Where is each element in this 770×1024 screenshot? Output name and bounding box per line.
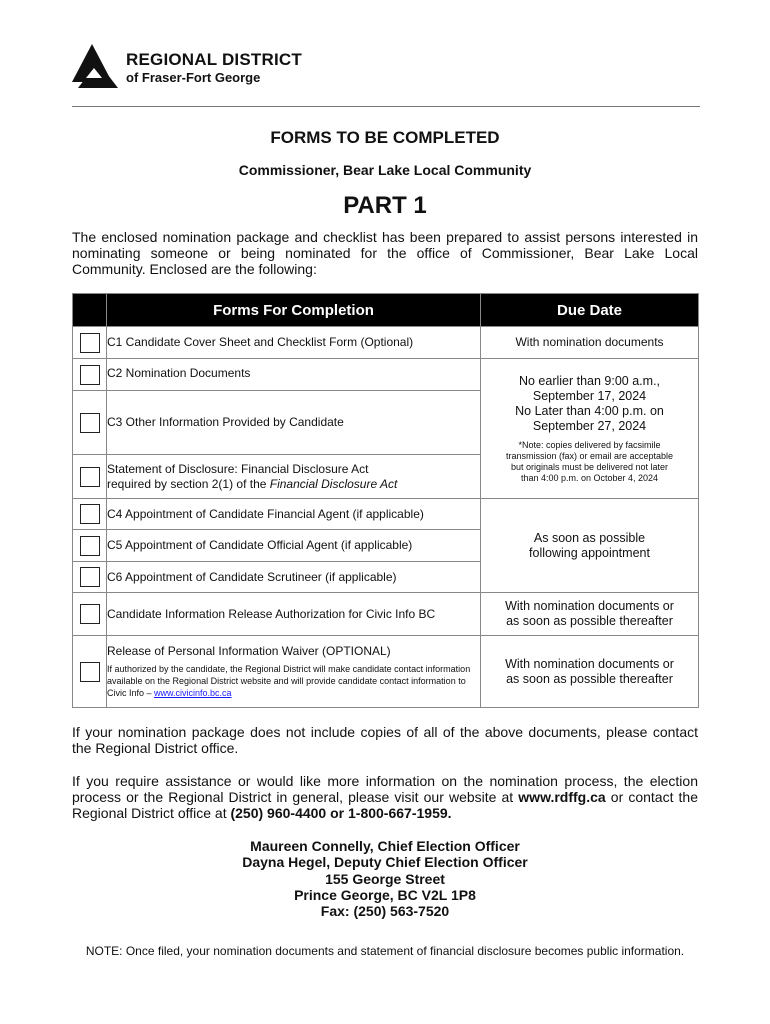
- header-forms: Forms For Completion: [107, 294, 481, 327]
- table-row: [73, 359, 699, 391]
- form-c2: C2 Nomination Documents: [107, 359, 481, 391]
- page-subtitle: Commissioner, Bear Lake Local Community: [238, 162, 532, 178]
- form-c3: C3 Other Information Provided by Candidate: [107, 391, 481, 455]
- due-nomination-line4: September 27, 2024: [532, 418, 647, 433]
- disclosure-checkbox[interactable]: [80, 467, 100, 487]
- due-agents-line2: following appointment: [529, 545, 650, 560]
- missing-documents-paragraph: If your nomination package does not include copies of all of the above documents, please contact the Regional District office.: [72, 724, 698, 756]
- due-nomination-line3: No Later than 4:00 p.m. on: [515, 403, 664, 418]
- due-release: [481, 593, 699, 636]
- due-agents-line1: As soon as possible: [533, 530, 646, 545]
- org-name: REGIONAL DISTRICT: [126, 50, 302, 69]
- due-nomination-line1: No earlier than 9:00 a.m.,: [518, 373, 661, 388]
- waiver-detail-text: If authorized by the candidate, the Regional District will make candidate contact information available on the Regional District website and will provide candidate contact information to Civic Info –: [107, 664, 471, 698]
- due-note-line2: transmission (fax) or email are acceptable: [505, 450, 674, 461]
- due-nomination: [481, 359, 699, 499]
- contact-line5: Fax: (250) 563-7520: [320, 903, 450, 920]
- due-nomination-line2: September 17, 2024: [532, 388, 647, 403]
- waiver-detail: [107, 663, 480, 699]
- form-c4: C4 Appointment of Candidate Financial Agent (if applicable): [107, 499, 481, 530]
- c3-checkbox[interactable]: [80, 413, 100, 433]
- org-logo: [72, 42, 312, 92]
- header-due-date: Due Date: [481, 294, 699, 327]
- waiver-title: Release of Personal Information Waiver (OPTIONAL): [107, 644, 391, 658]
- contact-line1: Maureen Connelly, Chief Election Officer: [250, 838, 520, 854]
- c4-checkbox[interactable]: [80, 504, 100, 524]
- c5-checkbox[interactable]: [80, 536, 100, 556]
- mountain-logo-icon: [72, 42, 122, 90]
- org-subname: of Fraser-Fort George: [126, 70, 261, 85]
- disclosure-act-name: Financial Disclosure Act: [269, 476, 398, 491]
- table-row: [73, 327, 699, 359]
- table-header-row: [73, 294, 699, 327]
- contact-line3: 155 George Street: [325, 870, 445, 887]
- due-note-line1: *Note: copies delivered by facsimile: [518, 439, 661, 450]
- due-waiver: [481, 636, 699, 708]
- disclosure-line2-prefix: required by section 2(1) of the: [107, 476, 270, 491]
- intro-paragraph: The enclosed nomination package and checklist has been prepared to assist persons interested in nominating someone or being nominated for the office of Commissioner, Bear Lake Local Community. Enclosed are the following:: [72, 229, 698, 277]
- header-divider: [72, 106, 700, 107]
- table-row: [73, 636, 699, 708]
- due-waiver-line1: With nomination documents or: [505, 656, 674, 671]
- due-release-line1: With nomination documents or: [505, 599, 674, 613]
- form-c6: C6 Appointment of Candidate Scrutineer (if applicable): [107, 562, 481, 593]
- form-waiver: [107, 636, 481, 708]
- form-disclosure: [107, 455, 481, 499]
- c6-checkbox[interactable]: [80, 567, 100, 587]
- table-row: [73, 593, 699, 636]
- form-c5: C5 Appointment of Candidate Official Agent (if applicable): [107, 530, 481, 562]
- c1-checkbox[interactable]: [80, 333, 100, 353]
- phone-numbers: (250) 960-4400 or 1-800-667-1959.: [230, 805, 452, 821]
- forms-table: [72, 293, 699, 708]
- disclosure-line1: Statement of Disclosure: Financial Disclosure Act: [107, 461, 369, 476]
- due-note-line4: than 4:00 p.m. on October 4, 2024: [520, 472, 659, 483]
- contact-line4: Prince George, BC V2L 1P8: [294, 886, 476, 903]
- contact-line2: Dayna Hegel, Deputy Chief Election Officer: [242, 854, 528, 871]
- due-waiver-line2: as soon as possible thereafter: [506, 671, 673, 686]
- part-heading: PART 1: [343, 192, 427, 219]
- assistance-text-b: or contact the Regional District office at: [72, 789, 699, 821]
- due-agents: [481, 499, 699, 593]
- table-row: [73, 499, 699, 530]
- form-release: Candidate Information Release Authorization for Civic Info BC: [107, 593, 481, 636]
- civicinfo-link[interactable]: www.civicinfo.bc.ca: [154, 688, 232, 698]
- assistance-text-a: If you require assistance or would like more information on the nomination process, the election process or the Regional District in general, please visit our website at: [72, 773, 698, 805]
- waiver-checkbox[interactable]: [80, 662, 100, 682]
- page-title: FORMS TO BE COMPLETED: [270, 128, 500, 147]
- due-note: [481, 440, 698, 484]
- release-checkbox[interactable]: [80, 604, 100, 624]
- form-c1: C1 Candidate Cover Sheet and Checklist Form (Optional): [107, 327, 481, 359]
- disclosure-line2: [107, 477, 480, 492]
- due-note-line3: but originals must be delivered not later: [510, 461, 669, 472]
- header-checkbox-col: [73, 294, 107, 327]
- due-c1: With nomination documents: [481, 327, 699, 359]
- due-release-line2: as soon as possible thereafter: [506, 614, 673, 628]
- website-link[interactable]: www.rdffg.ca: [518, 789, 606, 805]
- public-info-note: NOTE: Once filed, your nomination documents and statement of financial disclosure becomes public information.: [85, 944, 685, 958]
- c2-checkbox[interactable]: [80, 365, 100, 385]
- assistance-paragraph: [72, 773, 698, 821]
- contact-block: [0, 838, 770, 919]
